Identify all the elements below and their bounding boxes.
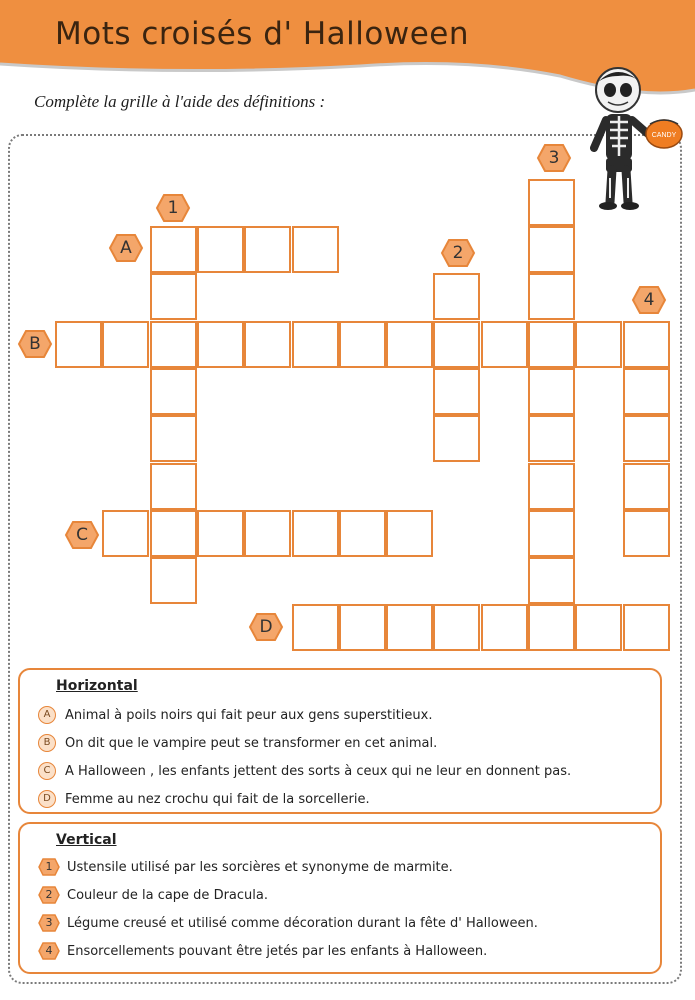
- grid-cell[interactable]: [528, 179, 575, 226]
- grid-cell[interactable]: [528, 415, 575, 462]
- grid-cell[interactable]: [102, 321, 149, 368]
- grid-cell[interactable]: [433, 273, 480, 320]
- clue-row: [38, 760, 571, 782]
- clue-text: Ensorcellements pouvant être jetés par les enfants à Halloween.: [67, 943, 488, 959]
- clue-row: [38, 912, 538, 934]
- grid-cell[interactable]: [623, 604, 670, 651]
- grid-cell[interactable]: [623, 510, 670, 557]
- marker-4: [631, 285, 667, 315]
- grid-cell[interactable]: [433, 321, 480, 368]
- horizontal-clues-box: [18, 668, 662, 814]
- grid-cell[interactable]: [433, 604, 480, 651]
- grid-cell[interactable]: [528, 226, 575, 273]
- grid-cell[interactable]: [244, 321, 291, 368]
- clue-badge: D: [38, 790, 56, 808]
- grid-cell[interactable]: [55, 321, 102, 368]
- grid-cell[interactable]: [339, 604, 386, 651]
- clue-row: [38, 704, 432, 726]
- grid-cell[interactable]: [292, 321, 339, 368]
- marker-label: C: [76, 525, 88, 545]
- marker-D: [248, 612, 284, 642]
- grid-cell[interactable]: [528, 368, 575, 415]
- grid-cell[interactable]: [433, 415, 480, 462]
- marker-B: [17, 329, 53, 359]
- grid-cell[interactable]: [150, 368, 197, 415]
- grid-cell[interactable]: [197, 321, 244, 368]
- marker-3: [536, 143, 572, 173]
- grid-cell[interactable]: [528, 463, 575, 510]
- grid-cell[interactable]: [339, 321, 386, 368]
- horizontal-heading: Horizontal: [56, 678, 138, 694]
- grid-cell[interactable]: [528, 604, 575, 651]
- grid-cell[interactable]: [575, 604, 622, 651]
- grid-cell[interactable]: [150, 557, 197, 604]
- grid-cell[interactable]: [244, 226, 291, 273]
- vertical-heading: Vertical: [56, 832, 117, 848]
- clue-badge-label: 1: [45, 860, 53, 873]
- clue-text: A Halloween , les enfants jettent des sorts à ceux qui ne leur en donnent pas.: [65, 763, 572, 779]
- clue-row: [38, 884, 268, 906]
- grid-cell[interactable]: [623, 368, 670, 415]
- grid-cell[interactable]: [150, 463, 197, 510]
- clue-text: Légume creusé et utilisé comme décoration durant la fête d' Halloween.: [67, 915, 538, 931]
- grid-cell[interactable]: [102, 510, 149, 557]
- marker-label: A: [120, 238, 132, 258]
- grid-cell[interactable]: [292, 226, 339, 273]
- grid-cell[interactable]: [528, 321, 575, 368]
- grid-cell[interactable]: [481, 604, 528, 651]
- clue-row: [38, 856, 453, 878]
- vertical-clues-box: [18, 822, 662, 974]
- grid-cell[interactable]: [433, 368, 480, 415]
- marker-label: D: [259, 617, 273, 637]
- grid-cell[interactable]: [292, 604, 339, 651]
- clue-text: Animal à poils noirs qui fait peur aux gens superstitieux.: [65, 707, 433, 723]
- grid-cell[interactable]: [528, 273, 575, 320]
- marker-A: [108, 233, 144, 263]
- marker-label: 4: [643, 290, 655, 310]
- clue-row: [38, 940, 487, 962]
- grid-cell[interactable]: [528, 557, 575, 604]
- clue-text: Ustensile utilisé par les sorcières et synonyme de marmite.: [67, 859, 453, 875]
- grid-cell[interactable]: [623, 463, 670, 510]
- grid-cell[interactable]: [197, 510, 244, 557]
- marker-label: 2: [452, 243, 464, 263]
- grid-cell[interactable]: [623, 321, 670, 368]
- marker-label: 1: [167, 198, 179, 218]
- clue-text: Femme au nez crochu qui fait de la sorcellerie.: [65, 791, 370, 807]
- grid-cell[interactable]: [244, 510, 291, 557]
- grid-cell[interactable]: [150, 510, 197, 557]
- grid-cell[interactable]: [623, 415, 670, 462]
- marker-1: [155, 193, 191, 223]
- clue-badge: A: [38, 706, 56, 724]
- grid-cell[interactable]: [150, 273, 197, 320]
- clue-row: [38, 788, 370, 810]
- marker-C: [64, 520, 100, 550]
- grid-cell[interactable]: [197, 226, 244, 273]
- clue-hex-badge: [38, 858, 60, 876]
- clue-badge: C: [38, 762, 56, 780]
- grid-cell[interactable]: [575, 321, 622, 368]
- marker-label: 3: [548, 148, 560, 168]
- grid-cell[interactable]: [528, 510, 575, 557]
- clue-hex-badge: [38, 886, 60, 904]
- marker-label: B: [29, 334, 41, 354]
- clue-badge-label: 4: [45, 944, 53, 957]
- grid-cell[interactable]: [386, 604, 433, 651]
- clue-hex-badge: [38, 914, 60, 932]
- grid-cell[interactable]: [150, 321, 197, 368]
- marker-2: [440, 238, 476, 268]
- clue-badge: B: [38, 734, 56, 752]
- grid-cell[interactable]: [386, 510, 433, 557]
- candy-label: CANDY: [651, 132, 677, 139]
- grid-cell[interactable]: [292, 510, 339, 557]
- clue-row: [38, 732, 437, 754]
- grid-cell[interactable]: [481, 321, 528, 368]
- page-title: Mots croisés d' Halloween: [55, 16, 469, 52]
- clue-text: Couleur de la cape de Dracula.: [67, 887, 268, 903]
- instruction-text: Complète la grille à l'aide des définitions :: [34, 92, 326, 111]
- clue-text: On dit que le vampire peut se transformer en cet animal.: [65, 735, 438, 751]
- clue-badge-label: 3: [45, 916, 53, 929]
- grid-cell[interactable]: [339, 510, 386, 557]
- clue-badge-label: 2: [45, 888, 53, 901]
- grid-cell[interactable]: [150, 415, 197, 462]
- clue-hex-badge: [38, 942, 60, 960]
- grid-cell[interactable]: [150, 226, 197, 273]
- grid-cell[interactable]: [386, 321, 433, 368]
